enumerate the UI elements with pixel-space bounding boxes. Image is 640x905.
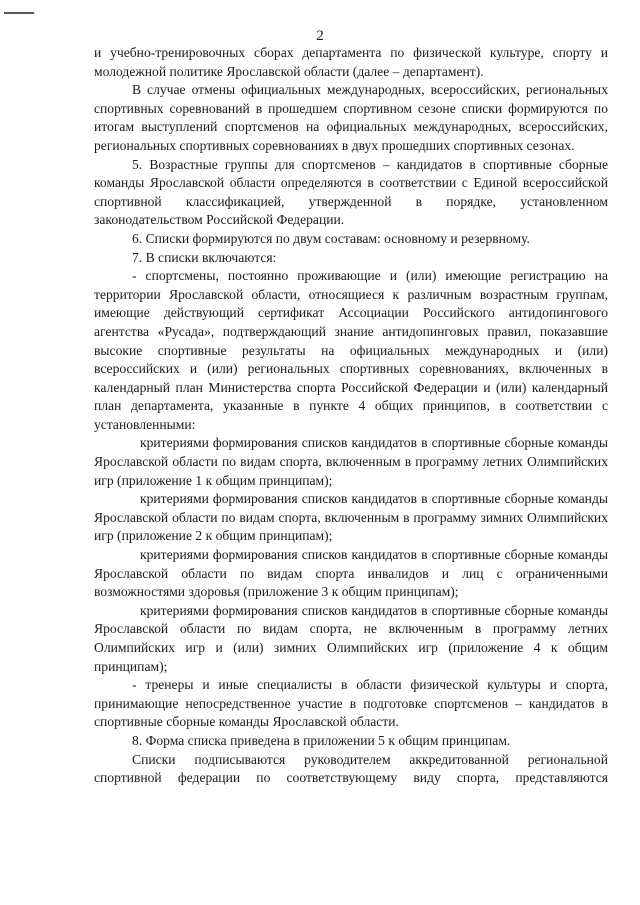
scan-corner-mark [4, 12, 34, 14]
paragraph-item-5: 5. Возрастные группы для спортсменов – кандидатов в спортивные сборные команды Ярославской области определяются в соответствии с Единой всероссийской спортивной классификацией, утвержденной в порядке, установленном законодательством Российской Федерации. [94, 156, 608, 228]
paragraph-item-7: 7. В списки включаются: [132, 249, 277, 265]
paragraph-criteria-disabled: критериями формирования списков кандидатов в спортивные сборные команды Ярославской области по видам спорта инвалидов и лиц с ограниченными возможностями здоровья (приложение 3 к общим принципам); [94, 547, 608, 600]
paragraph-athletes: - спортсмены, постоянно проживающие и (или) имеющие регистрацию на территории Ярославской области, относящиеся к различным возрастным группам, имеющие действующий сертификат Ассоциации Российского антидопингового агентства «Русада», подтверждающий знание антидопинговых правил, показавшие высокие спортивные результаты на официальных международных и (или) всероссийских и (или) региональных спортивных соревнованиях, включенных в календарный план Министерства спорта Российской Федерации и (или) календарный план департамента, указанные в пункте 4 общих принципов, в соответствии с установленными: [94, 268, 608, 432]
paragraph-coaches: - тренеры и иные специалисты в области физической культуры и спорта, принимающие непосредственное участие в подготовке спортсменов – кандидатов в спортивные сборные команды Ярославской области. [94, 677, 608, 730]
paragraph-criteria-non-olympic: критериями формирования списков кандидатов в спортивные сборные команды Ярославской области по видам спорта, не включенным в программу летних Олимпийских игр и (или) зимних Олимпийских игр (приложение 4 к общим принципам); [94, 602, 608, 674]
paragraph-criteria-winter: критериями формирования списков кандидатов в спортивные сборные команды Ярославской области по видам спорта, включенным в программу зимних Олимпийских игр (приложение 2 к общим принципам); [94, 491, 608, 544]
paragraph-criteria-summer: критериями формирования списков кандидатов в спортивные сборные команды Ярославской области по видам спорта, включенным в программу летних Олимпийских игр (приложение 1 к общим принципам); [94, 435, 608, 488]
paragraph-continuation: и учебно-тренировочных сборах департамента по физической культуре, спорту и молодежной политике Ярославской области (далее – департамент). [94, 45, 608, 79]
paragraph-item-6: 6. Списки формируются по двум составам: основному и резервному. [132, 230, 530, 246]
document-body [94, 44, 608, 788]
paragraph-cancellation-rule: В случае отмены официальных международных, всероссийских, региональных спортивных соревнований в прошедшем спортивном сезоне списки формируются по итогам выступлений спортсменов на официальных международных, всероссийских, региональных спортивных соревнованиях в двух прошедших спортивных сезонах. [94, 82, 608, 153]
page-number: 2 [316, 28, 324, 44]
paragraph-signature-rule: Списки подписываются руководителем аккредитованной региональной спортивной федерации по соответствующему виду спорта, представляются [94, 751, 608, 786]
paragraph-item-8: 8. Форма списка приведена в приложении 5 к общим принципам. [132, 732, 511, 748]
